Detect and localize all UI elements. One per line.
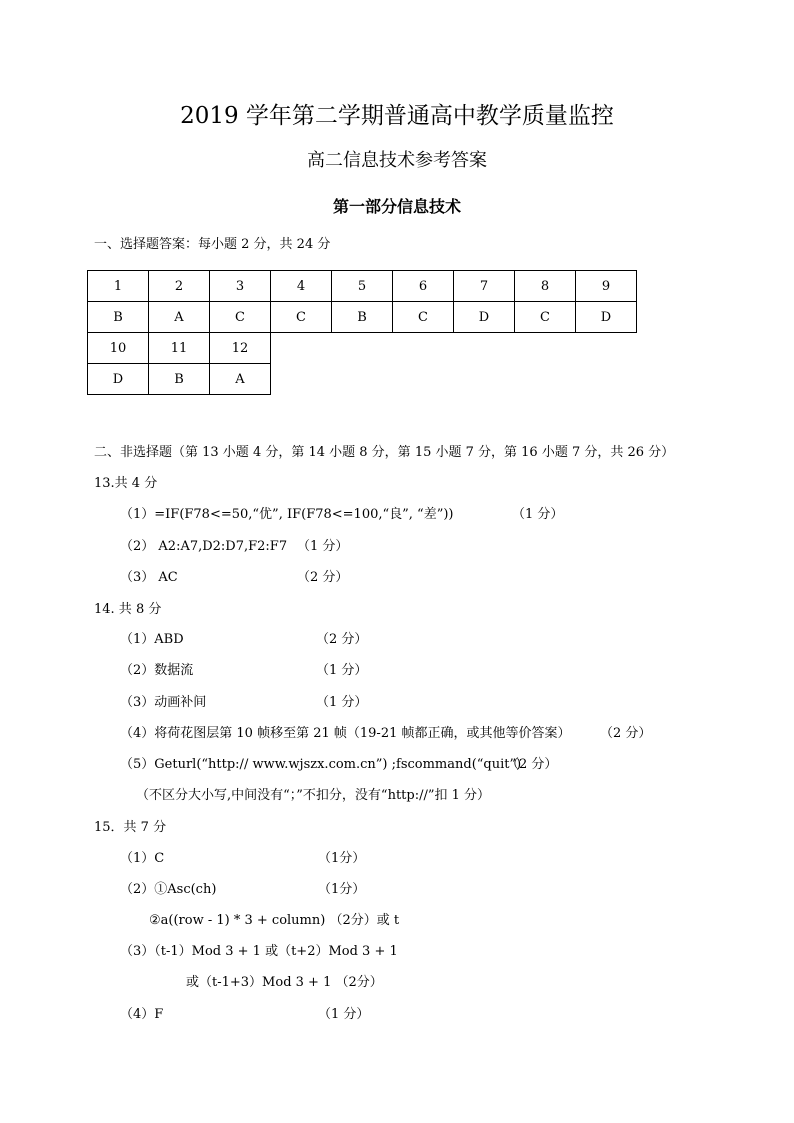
q15-answer-2b: ②a((row - 1) * 3 + column) （2分）或 t: [149, 913, 400, 928]
q13-answer-3: （3） AC: [120, 570, 178, 585]
q14-score-2: （1 分）: [316, 663, 368, 678]
table-cell: 2: [149, 271, 210, 302]
table-cell: 5: [332, 271, 393, 302]
q14-score-4: （2 分）: [600, 726, 652, 741]
table-cell: B: [88, 302, 149, 333]
table-empty: [271, 364, 637, 395]
table-cell: 1: [88, 271, 149, 302]
q15-score-2: （1分）: [318, 882, 366, 897]
q15-score-4: （1 分）: [318, 1007, 370, 1022]
table-cell: C: [271, 302, 332, 333]
q15-answer-2: （2）①Asc(ch): [120, 882, 217, 897]
q13-answer-1: （1）=IF(F78<=50,“优”, IF(F78<=100,“良”, “差”)): [120, 507, 454, 522]
q13-score-3: （2 分）: [297, 570, 349, 585]
q15-score-1: （1分）: [318, 851, 366, 866]
q14-answer-3: （3）动画补间: [120, 695, 207, 710]
table-row: [88, 302, 637, 333]
table-cell: A: [210, 364, 271, 395]
table-cell: D: [88, 364, 149, 395]
q14-answer-2: （2）数据流: [120, 663, 194, 678]
table-cell: 9: [576, 271, 637, 302]
table-cell: 11: [149, 333, 210, 364]
q15-answer-3b: 或（t-1+3）Mod 3 + 1 （2分）: [186, 975, 383, 990]
table-cell: 8: [515, 271, 576, 302]
q15-title: 15．共 7 分: [94, 820, 167, 835]
q13-answer-2: （2） A2:A7,D2:D7,F2:F7: [120, 539, 288, 554]
table-cell: C: [210, 302, 271, 333]
q14-answer-1: （1）ABD: [120, 632, 184, 647]
q15-answer-3: （3）（t-1）Mod 3 + 1 或（t+2）Mod 3 + 1: [120, 944, 398, 959]
table-cell: C: [393, 302, 454, 333]
page-title: 2019 学年第二学期普通高中教学质量监控: [180, 103, 614, 129]
table-row: [88, 271, 637, 302]
table-cell: 7: [454, 271, 515, 302]
q14-title: 14. 共 8 分: [94, 602, 162, 617]
q13-title: 13.共 4 分: [94, 476, 158, 491]
table-cell: B: [149, 364, 210, 395]
table-cell: B: [332, 302, 393, 333]
table-cell: D: [576, 302, 637, 333]
q14-score-3: （1 分）: [316, 695, 368, 710]
table-cell: A: [149, 302, 210, 333]
q14-answer-4: （4）将荷花图层第 10 帧移至第 21 帧（19-21 帧都正确，或其他等价答案）: [120, 726, 571, 741]
part-heading: 第一部分信息技术: [332, 197, 461, 216]
table-row: [88, 364, 637, 395]
q14-answer-5: （5）Geturl(“http:// www.wjszx.com.cn”) ;fscommand(“quit”): [120, 757, 522, 772]
section1-heading: 一、选择题答案：每小题 2 分，共 24 分: [94, 237, 331, 252]
table-cell: 3: [210, 271, 271, 302]
q14-score-5: （2 分）: [506, 757, 558, 772]
q13-score-2: （1 分）: [297, 539, 349, 554]
table-cell: C: [515, 302, 576, 333]
q13-score-1: （1 分）: [512, 507, 564, 522]
q14-note: （不区分大小写,中间没有“；”不扣分，没有“http://”扣 1 分）: [136, 788, 491, 803]
answer-table: [87, 270, 637, 395]
q15-answer-1: （1）C: [120, 851, 165, 866]
q15-answer-4: （4）F: [120, 1007, 164, 1022]
table-row: [88, 333, 637, 364]
table-cell: 6: [393, 271, 454, 302]
table-cell: 12: [210, 333, 271, 364]
q14-score-1: （2 分）: [316, 632, 368, 647]
section2-heading: 二、非选择题（第 13 小题 4 分，第 14 小题 8 分，第 15 小题 7 分，第 16 小题 7 分，共 26 分）: [94, 445, 675, 460]
table-cell: D: [454, 302, 515, 333]
table-cell: 10: [88, 333, 149, 364]
table-empty: [271, 333, 637, 364]
table-cell: 4: [271, 271, 332, 302]
page-subtitle: 高二信息技术参考答案: [307, 150, 487, 171]
